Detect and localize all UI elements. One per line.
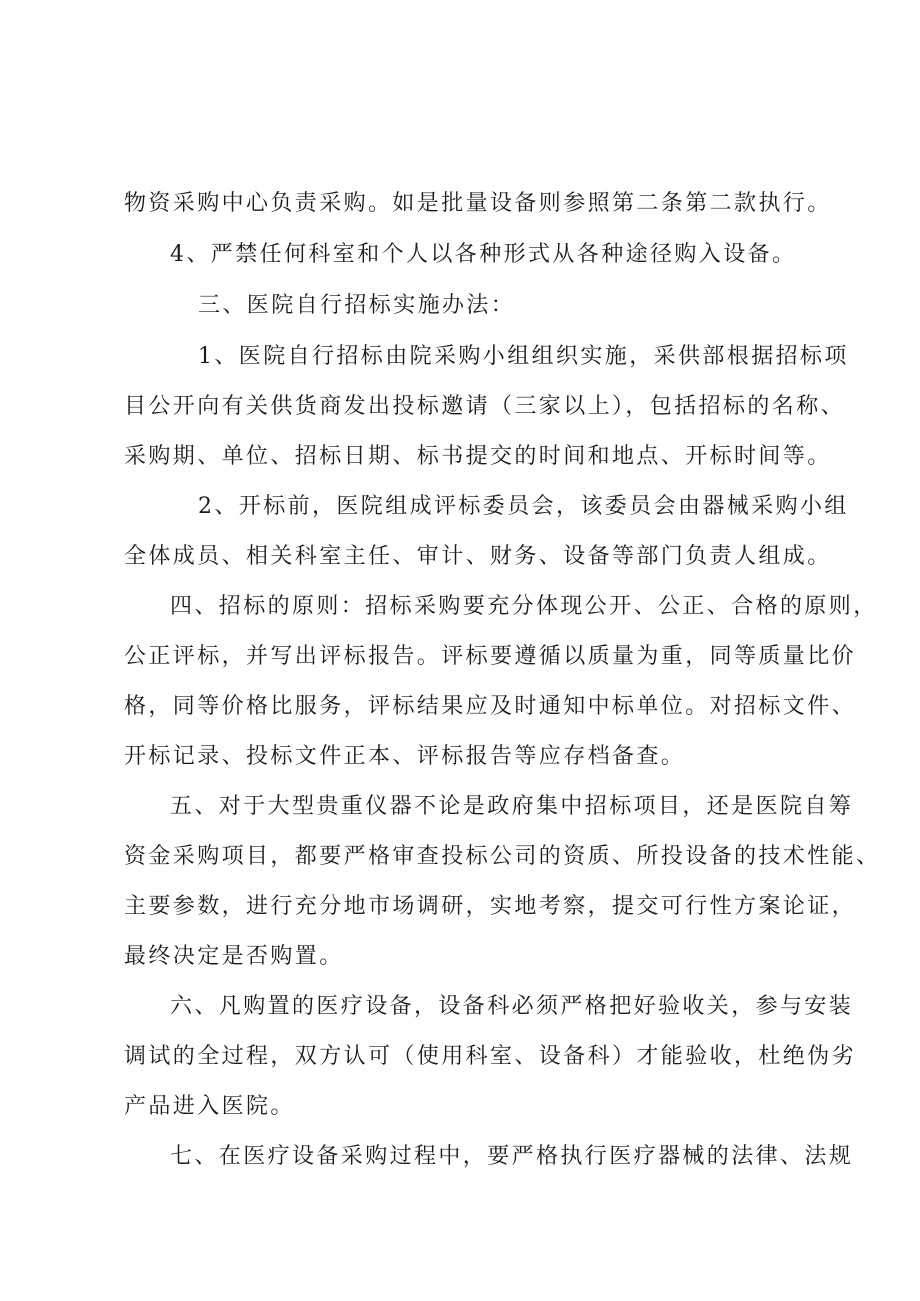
text-line: 最终决定是否购置。 <box>124 944 344 969</box>
section-heading: 三、医院自行招标实施办法： <box>198 293 516 318</box>
text-line: 目公开向有关供货商发出投标邀请（三家以上），包括招标的名称、 <box>124 394 846 419</box>
text-line: 资金采购项目，都要严格审查投标公司的资质、所投设备的技术性能、 <box>124 844 881 869</box>
text-line: 格，同等价格比服务，评标结果应及时通知中标单位。对招标文件、 <box>124 694 857 719</box>
section-heading: 四、招标的原则：招标采购要充分体现公开、公正、合格的原则， <box>170 594 878 619</box>
text-line: 全体成员、相关科室主任、审计、财务、设备等部门负责人组成。 <box>124 544 832 569</box>
text-line: 开标记录、投标文件正本、评标报告等应存档备查。 <box>124 744 686 769</box>
text-line: 2、开标前，医院组成评标委员会，该委员会由器械采购小组 <box>198 494 849 519</box>
text-line: 主要参数，进行充分地市场调研，实地考察，提交可行性方案论证， <box>124 894 857 919</box>
section-heading: 六、凡购置的医疗设备，设备科必须严格把好验收关，参与安装 <box>170 994 854 1019</box>
text-line: 采购期、单位、招标日期、标书提交的时间和地点、开标时间等。 <box>124 444 832 469</box>
section-heading: 五、对于大型贵重仪器不论是政府集中招标项目，还是医院自筹 <box>170 794 854 819</box>
text-line: 产品进入医院。 <box>124 1094 295 1119</box>
text-line: 物资采购中心负责采购。如是批量设备则参照第二条第二款执行。 <box>124 191 832 216</box>
section-heading: 七、在医疗设备采购过程中，要严格执行医疗器械的法律、法规 <box>170 1144 854 1169</box>
text-line: 1、医院自行招标由院采购小组组织实施，采供部根据招标项 <box>198 344 849 369</box>
text-line: 公正评标，并写出评标报告。评标要遵循以质量为重，同等质量比价 <box>124 644 857 669</box>
text-line: 4、严禁任何科室和个人以各种形式从各种途径购入设备。 <box>170 242 797 267</box>
text-line: 调试的全过程，双方认可（使用科室、设备科）才能验收，杜绝伪劣 <box>124 1044 857 1069</box>
